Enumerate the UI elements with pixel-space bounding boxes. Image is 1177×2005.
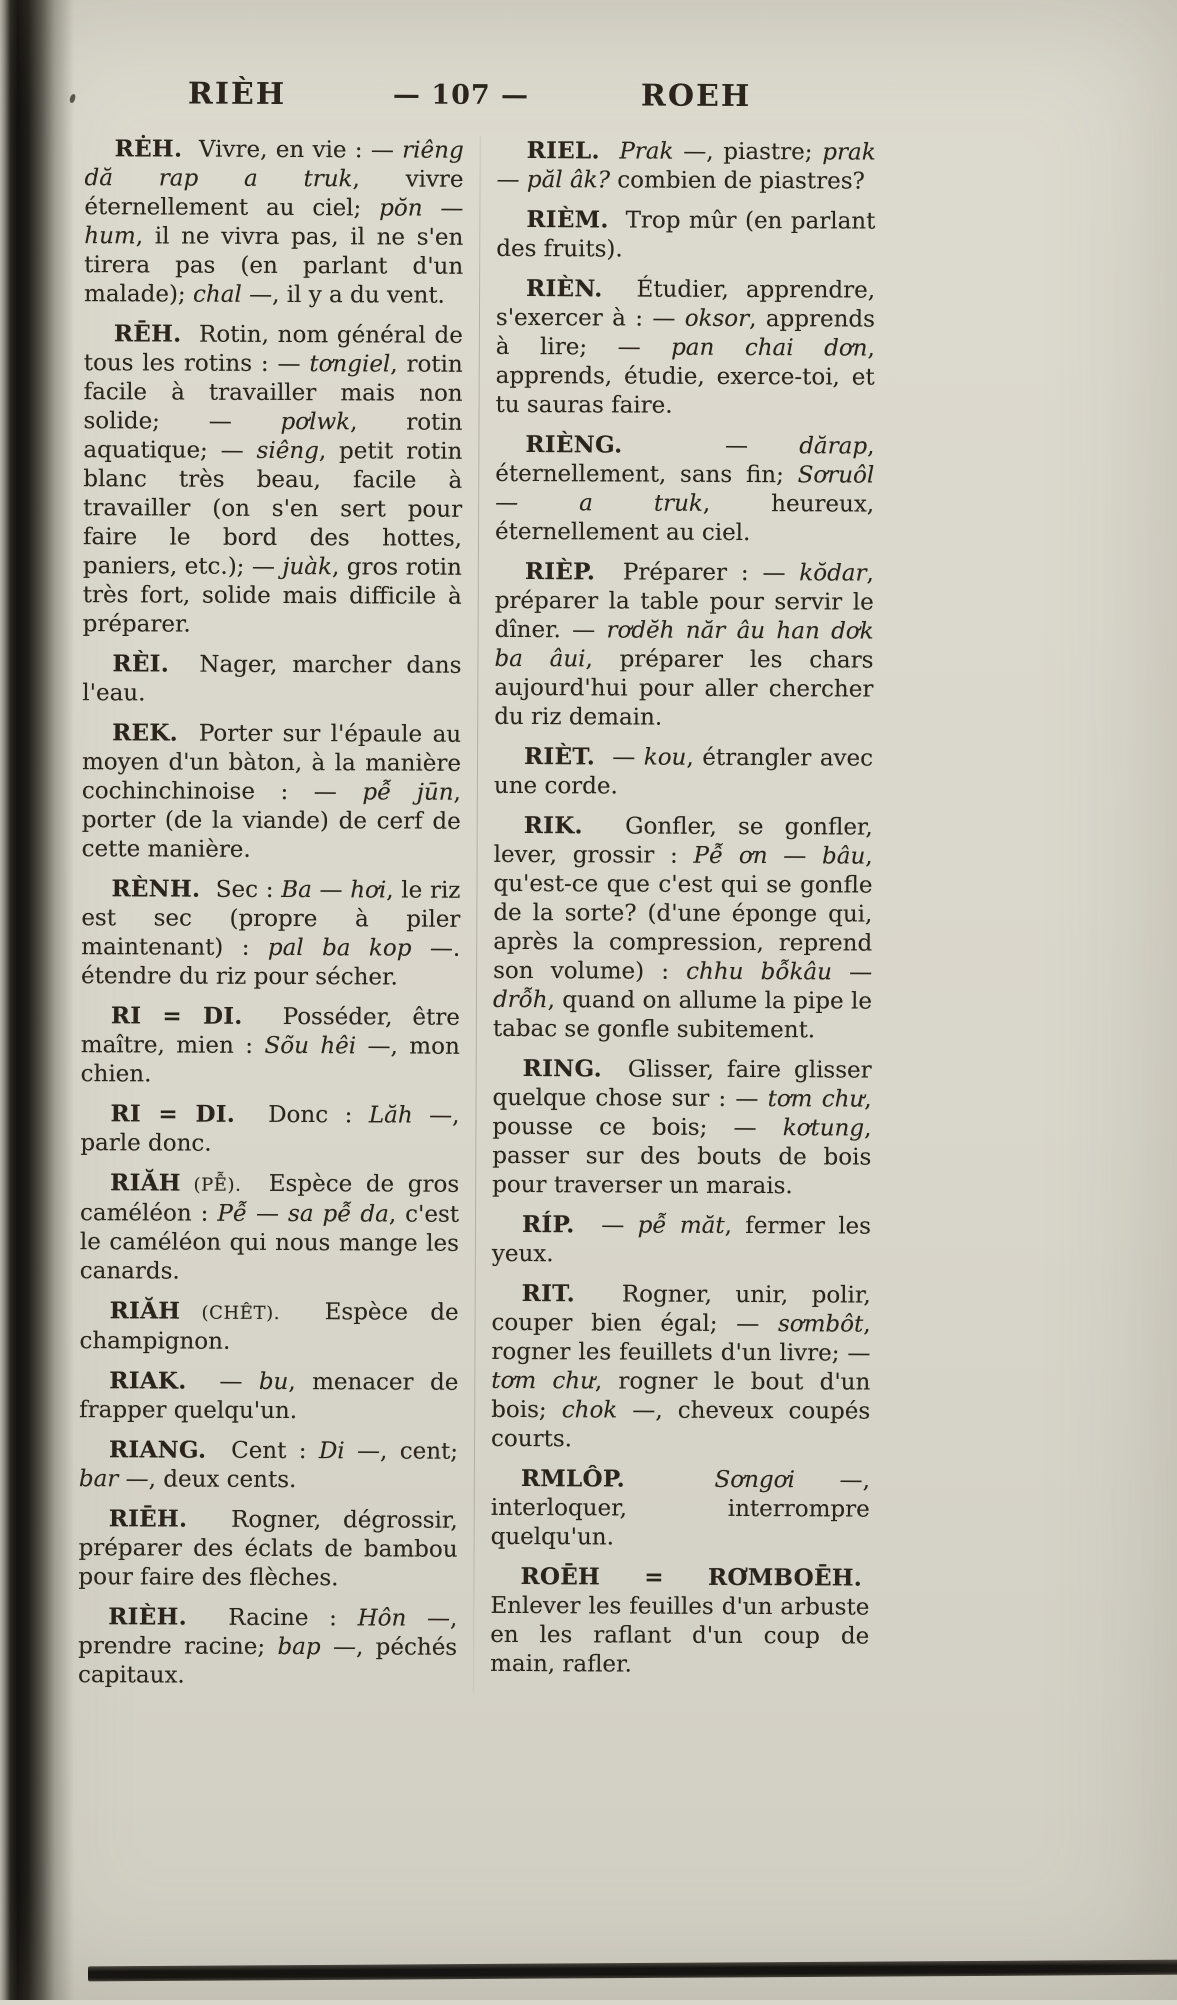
- definition-text: Cent :: [231, 1437, 319, 1465]
- entry-headword: RIAK.: [109, 1367, 187, 1395]
- native-term: pŏn — hum: [84, 195, 464, 250]
- entry-headword: RIK.: [523, 812, 583, 840]
- entry-headword: REK.: [112, 719, 179, 747]
- native-term: tơm chư: [767, 1086, 865, 1113]
- native-term: pan chai dơn: [671, 334, 868, 362]
- dictionary-entry: [496, 274, 876, 422]
- dictionary-entry: [492, 1210, 871, 1271]
- definition-text: , cheveux coupés courts.: [491, 1397, 871, 1453]
- definition-text: , péchés capitaux.: [77, 1634, 458, 1689]
- entry-headword: RÍP.: [521, 1211, 575, 1239]
- native-term: tơngiel: [309, 351, 391, 378]
- native-term: pơlwk: [280, 408, 351, 436]
- dictionary-entry: [82, 718, 462, 866]
- column-left: [78, 134, 464, 1692]
- definition-text: . étendre du riz pour sécher.: [81, 935, 461, 991]
- native-term: chal —: [192, 281, 273, 308]
- definition-text: , rogner les feuillets d'un livre; —: [491, 1311, 871, 1367]
- dictionary-entry: [494, 742, 873, 803]
- native-term: pễ măt: [637, 1212, 725, 1239]
- native-term: Sơngơi —: [714, 1466, 863, 1494]
- definition-text: , le riz est sec (propre à piler maintenant) :: [81, 877, 461, 961]
- native-term: pal ba kop —: [267, 934, 453, 962]
- column-right: [490, 136, 876, 1681]
- native-term: kŏdar: [799, 560, 867, 587]
- definition-text: Rogner, dégrossir, préparer des éclats de bambou pour faire des flèches.: [78, 1506, 458, 1592]
- entry-headword: RI = DI.: [110, 1002, 243, 1030]
- dictionary-entry: [492, 1054, 872, 1202]
- native-term: bu: [258, 1368, 289, 1396]
- definition-text: , interloquer, interrompre quelqu'un.: [490, 1467, 870, 1551]
- definition-text: —: [724, 432, 800, 460]
- definition-text: , deux cents.: [148, 1466, 297, 1494]
- definition-text: Préparer : —: [622, 559, 800, 587]
- definition-text: , rotin facile à travailler mais non solide; —: [83, 351, 463, 435]
- native-term: pễ jūn: [362, 779, 454, 806]
- definition-text: Enlever les feuilles d'un arbuste en les raflant d'un coup de main, rafler.: [490, 1592, 870, 1678]
- dictionary-entry: [496, 205, 875, 266]
- dictionary-entry: [494, 557, 874, 734]
- native-term: siêng: [256, 437, 319, 465]
- native-term: bar —: [78, 1466, 149, 1493]
- definition-text: , qu'est-ce que c'est qui se gonfle de la sorte? (d'une éponge qui, après la compression, reprend son volume) :: [493, 843, 873, 985]
- definition-text: Trop mûr (en parlant des fruits).: [496, 207, 876, 263]
- definition-text: , apprends à lire; —: [495, 306, 876, 361]
- definition-text: Porter sur l'épaule au moyen d'un bàton, à la manière cochinchinoise : —: [81, 720, 462, 806]
- dictionary-entry: [83, 319, 463, 641]
- native-term: kơtung: [782, 1115, 865, 1142]
- definition-text: , préparer les chars aujourd'hui pour aller chercher du riz demain.: [494, 646, 874, 731]
- entry-headword: RĒH.: [113, 320, 182, 348]
- entry-headword: RIT.: [521, 1280, 576, 1308]
- definition-text: Donc :: [268, 1101, 369, 1129]
- definition-text: , menacer de frapper quelqu'un.: [79, 1369, 459, 1425]
- definition-text: Racine :: [228, 1604, 358, 1632]
- entry-headword: ROĒH = RƠMBOĒH.: [520, 1563, 863, 1592]
- definition-text: Espèce de gros caméléon :: [79, 1170, 460, 1227]
- entry-headword: RIÈM.: [526, 206, 609, 234]
- page-number: — 107 —: [392, 79, 530, 112]
- native-term: prak — păl âk?: [496, 139, 876, 194]
- definition-text: Posséder, être maître, mien :: [80, 1003, 460, 1059]
- entry-headword: RI = DI.: [110, 1100, 236, 1128]
- native-term: Pễ ơn — bâu: [693, 842, 866, 870]
- entry-headword: RING.: [522, 1055, 602, 1083]
- entry-headword: RIANG.: [108, 1436, 207, 1464]
- definition-text: , cent;: [379, 1438, 459, 1465]
- definition-text: combien de piastres?: [609, 167, 865, 195]
- definition-text: , il ne vivra pas, il ne s'en tirera pas (en parlant d'un malade);: [84, 223, 464, 308]
- definition-text: , petit rotin blanc très beau, facile à travailler (on s'en sert pour faire le bord des hottes, paniers, etc.); —: [82, 438, 463, 580]
- dictionary-entry: [81, 1001, 460, 1091]
- definition-text: , préparer la table pour servir le dîner. —: [494, 560, 874, 644]
- definition-text: , porter (de la viande) de cerf de cette manière.: [81, 779, 461, 863]
- definition-text: , parle donc.: [80, 1102, 460, 1157]
- native-term: riêng dă rap a truk: [84, 137, 464, 193]
- definition-text: , rotin aquatique; —: [83, 409, 463, 464]
- native-term: Di —: [318, 1438, 381, 1465]
- entry-headword: RIÈN.: [526, 275, 603, 303]
- definition-text: , prendre racine;: [78, 1605, 458, 1660]
- dictionary-entry: [78, 1602, 457, 1692]
- entry-subhead: (PỄ).: [180, 1174, 242, 1196]
- definition-text: Nager, marcher dans l'eau.: [82, 651, 462, 707]
- definition-text: Rogner, unir, polir, couper bien égal; —: [491, 1281, 871, 1338]
- text-columns: [78, 134, 877, 1693]
- header-keyword-left: RIÈH: [187, 76, 287, 112]
- definition-text: Gonfler, se gonfler, lever, grossir :: [493, 813, 873, 869]
- native-term: sơmbôt: [777, 1311, 864, 1338]
- native-term: bap —: [277, 1633, 357, 1661]
- native-term: juàk: [282, 553, 333, 581]
- definition-text: , quand on allume la pipe le tabac se gonfle subitement.: [492, 987, 873, 1044]
- native-term: chok —: [561, 1397, 656, 1424]
- definition-text: —: [601, 1212, 638, 1239]
- dictionary-entry: [497, 136, 876, 197]
- definition-text: , gros rotin très fort, solide mais difficile à préparer.: [82, 554, 462, 638]
- definition-text: Étudier, apprendre, s'exercer à : —: [495, 276, 876, 332]
- running-header: [85, 76, 877, 121]
- definition-text: Rotin, nom général de tous les rotins : —: [83, 321, 463, 378]
- definition-text: —: [612, 744, 644, 771]
- entry-headword: RIĂH: [110, 1169, 181, 1197]
- column-divider: [473, 136, 481, 1692]
- definition-text: , passer sur des bouts de bois pour traverser un marais.: [492, 1115, 872, 1200]
- definition-text: , fermer les yeux.: [491, 1212, 872, 1268]
- entry-headword: RIÈT.: [523, 743, 596, 771]
- entry-headword: RIĂH: [109, 1297, 181, 1325]
- native-term: kou: [643, 744, 687, 771]
- entry-headword: RIEL.: [526, 137, 600, 165]
- dictionary-entry: [490, 1562, 870, 1681]
- entry-headword: RMLÔP.: [520, 1465, 626, 1493]
- native-term: tơm chư: [491, 1367, 596, 1395]
- definition-text: , heureux, éternellement au ciel.: [494, 490, 875, 547]
- definition-text: , vivre éternellement au ciel;: [84, 166, 464, 222]
- definition-text: , piastre;: [706, 138, 823, 166]
- definition-text: Vivre, en vie : —: [198, 136, 403, 164]
- dictionary-entry: [81, 874, 461, 993]
- definition-text: , éternellement, sans fin;: [495, 433, 875, 489]
- native-term: oksor: [684, 305, 750, 333]
- dictionary-entry: [80, 1168, 460, 1288]
- definition-text: , apprends, étudie, exerce-toi, et tu sauras faire.: [495, 335, 875, 419]
- definition-text: , étrangler avec une corde.: [493, 744, 874, 800]
- definition-text: Glisser, faire glisser quelque chose sur : —: [492, 1056, 872, 1113]
- definition-text: Sec :: [215, 876, 282, 903]
- definition-text: , rogner le bout d'un bois;: [491, 1368, 871, 1424]
- header-keyword-right: ROEH: [640, 78, 752, 115]
- native-term: Lăh —: [368, 1102, 453, 1129]
- native-term: Sõu hêi —: [264, 1032, 391, 1060]
- dictionary-entry: [491, 1279, 871, 1456]
- entry-headword: RIÈH.: [108, 1603, 188, 1631]
- entry-headword: RIÈP.: [524, 558, 596, 586]
- dictionary-entry: [491, 1464, 870, 1554]
- entry-headword: RIĒH.: [108, 1505, 188, 1533]
- native-term: Pễ — sa pễ da: [217, 1200, 389, 1228]
- dictionary-entry: [78, 1504, 457, 1594]
- definition-text: , c'est le caméléon qui nous mange les canards.: [79, 1201, 460, 1285]
- dictionary-entry: [82, 649, 461, 710]
- native-term: dărap: [799, 433, 868, 460]
- entry-subhead: (CHÊT).: [180, 1302, 281, 1324]
- native-term: Prak —: [619, 138, 707, 165]
- native-term: chhu bỗkâu — drỗh: [492, 958, 873, 1014]
- dictionary-entry: [79, 1366, 458, 1427]
- definition-text: Espèce de champignon.: [79, 1299, 459, 1355]
- entry-headword: RĖH.: [114, 135, 183, 163]
- definition-text: , mon chien.: [80, 1033, 460, 1088]
- book-binding-shadow: [0, 0, 74, 2000]
- entry-headword: RIÈNG.: [525, 431, 623, 459]
- native-term: Hôn —: [357, 1605, 451, 1632]
- dictionary-entry: [493, 811, 873, 1046]
- native-term: rơdĕh năr âu han dơk ba âui: [494, 617, 874, 673]
- dictionary-entry: [84, 134, 464, 311]
- native-term: Ba — hơi: [281, 876, 387, 904]
- native-term: Sơruôl — a truk: [495, 462, 875, 517]
- entry-headword: RÈNH.: [111, 875, 201, 903]
- definition-text: , il y a du vent.: [272, 281, 445, 309]
- dictionary-entry: [495, 430, 875, 549]
- dictionary-entry: [79, 1296, 458, 1358]
- entry-headword: RÈI.: [112, 650, 170, 678]
- definition-text: , pousse ce bois; —: [492, 1086, 872, 1142]
- definition-text: —: [219, 1368, 259, 1395]
- dictionary-entry: [79, 1435, 458, 1496]
- dictionary-entry: [80, 1099, 459, 1160]
